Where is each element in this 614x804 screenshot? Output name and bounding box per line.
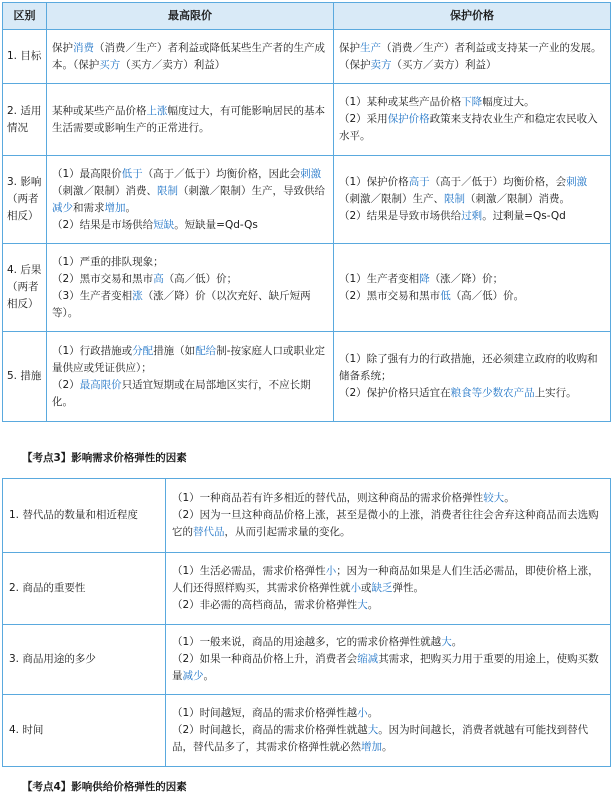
cell-text: 。 — [125, 201, 136, 214]
cell-text: 措施（如 — [153, 344, 196, 357]
section-heading-3: 【考点3】影响需求价格弹性的因素 — [22, 452, 187, 464]
cell-line — [172, 597, 604, 614]
cell-text: 其需求，把购买力用于重要的用途上，使购买数量 — [172, 653, 599, 682]
highlight-term: 增加 — [361, 741, 382, 753]
highlight-term: 高 — [153, 272, 164, 285]
factor-label: 2. 商品的重要性 — [3, 553, 166, 625]
cell-line — [52, 254, 328, 271]
cell-text: 。因为时间越长，消费者就越有可能找到替代品，替代品多了，其需求价格弹性就必然 — [172, 724, 589, 753]
ceiling-cell — [47, 244, 334, 332]
cell-text: 只适宜短期或在局部地区实行，不应长期化。 — [52, 378, 311, 408]
factor-row — [3, 479, 611, 553]
header-price-floor: 保护价格 — [334, 3, 611, 30]
highlight-term: 涨 — [132, 289, 143, 302]
cell-text: （2）结果是导致市场供给 — [339, 210, 462, 222]
cell-line — [52, 343, 328, 377]
highlight-term: 限制 — [157, 184, 178, 197]
cell-line — [52, 103, 328, 137]
highlight-term: 低于 — [121, 167, 143, 180]
cell-text: （1）生产者变相 — [339, 272, 420, 285]
cell-line — [172, 651, 604, 685]
highlight-term: 低 — [440, 289, 451, 302]
comparison-table — [2, 2, 611, 422]
highlight-term: 替代品 — [193, 526, 225, 538]
cell-text: （1）时间越短，商品的需求价格弹性越 — [172, 707, 358, 719]
section-heading-4: 【考点4】影响供给价格弹性的因素 — [22, 781, 187, 793]
cell-line — [339, 94, 605, 111]
highlight-term: 消费 — [73, 41, 94, 54]
highlight-term: 最高限价 — [79, 378, 122, 391]
highlight-term: 高于 — [408, 176, 430, 188]
cell-line — [52, 288, 328, 322]
highlight-term: 刺激 — [300, 167, 322, 180]
cell-line — [339, 111, 605, 145]
cell-text: 。短缺量=Qd-Qs — [174, 218, 258, 231]
cell-text: （刺激／限制）生产，导致供给 — [178, 184, 325, 197]
highlight-term: 降 — [419, 272, 430, 285]
highlight-term: 大 — [441, 636, 452, 648]
cell-line — [339, 40, 605, 74]
cell-text: （1）一般来说，商品的用途越多，它的需求价格弹性就越 — [172, 636, 442, 648]
cell-text: （1）生活必需品，需求价格弹性 — [172, 565, 326, 577]
highlight-term: 买方 — [99, 58, 121, 71]
highlight-term: 大 — [357, 599, 368, 611]
cell-line — [339, 271, 605, 288]
ceiling-cell — [47, 84, 334, 156]
highlight-term: 较大 — [483, 492, 505, 504]
cell-text: 弹性。 — [392, 582, 424, 594]
cell-text: （涨／降）价（以次充好、缺斤短两等）。 — [52, 289, 311, 319]
factor-label: 1. 替代品的数量和相近程度 — [3, 479, 166, 553]
comparison-row — [3, 244, 611, 332]
floor-cell — [334, 84, 611, 156]
cell-text: （买方／卖方）利益） — [120, 58, 226, 71]
cell-line — [339, 208, 605, 225]
comparison-row — [3, 156, 611, 244]
row-label: 3. 影响（两者相反） — [3, 156, 47, 244]
floor-cell — [334, 332, 611, 422]
cell-text: 幅度过大，有可能影响居民的基本生活需要或影响生产的正常进行。 — [52, 104, 325, 134]
row-label: 5. 措施 — [3, 332, 47, 422]
comparison-row — [3, 84, 611, 156]
floor-cell — [334, 156, 611, 244]
cell-text: （2）因为一旦这种商品价格上涨，甚至是微小的上涨，消费者往往会舍弃这种商品而去选购它的 — [172, 509, 599, 538]
comparison-row — [3, 332, 611, 422]
highlight-term: 下降 — [461, 96, 483, 108]
factor-row — [3, 625, 611, 695]
ceiling-cell — [47, 156, 334, 244]
cell-text: （1）一种商品若有许多相近的替代品，则这种商品的需求价格弹性 — [172, 492, 484, 504]
factor-detail — [166, 553, 611, 625]
cell-text: （1）行政措施或 — [52, 344, 133, 357]
cell-text: 幅度过大。 — [482, 96, 535, 108]
highlight-term: 减少 — [52, 201, 73, 214]
cell-text: （2）非必需的高档商品，需求价格弹性 — [172, 599, 358, 611]
cell-text: （消费／生产）者利益或降低某些生产者的生产成本。（保护 — [52, 41, 325, 71]
highlight-term: 生产 — [360, 41, 381, 54]
cell-text: ；因为一种商品如果是人们生活必需品，即使价格上涨，人们还得照样购买，其需求价格弹性就 — [172, 565, 599, 594]
cell-line — [172, 563, 604, 597]
cell-text: 或 — [361, 582, 372, 594]
factor-detail — [166, 479, 611, 553]
cell-text: （2）结果是市场供给 — [52, 218, 154, 231]
cell-text: （刺激／限制）消费。 — [465, 193, 570, 205]
highlight-term: 增加 — [104, 201, 126, 214]
highlight-term: 卖方 — [370, 58, 392, 71]
cell-text: 。 — [504, 492, 515, 504]
floor-cell — [334, 244, 611, 332]
cell-text: 政策来支持农业生产和稳定农民收入水平。 — [339, 113, 598, 142]
cell-line — [172, 705, 604, 722]
cell-text: 。 — [367, 707, 379, 719]
factor-label: 4. 时间 — [3, 695, 166, 767]
cell-line — [339, 288, 605, 305]
cell-text: （买方／卖方）利益） — [391, 58, 497, 71]
demand-elasticity-table — [2, 478, 611, 767]
cell-line — [172, 507, 604, 541]
cell-text: 上实行。 — [534, 387, 577, 399]
highlight-term: 刺激 — [566, 176, 588, 188]
highlight-term: 减少 — [182, 670, 204, 682]
cell-text: （1）某种或某些产品价格 — [339, 96, 462, 108]
cell-text: 。 — [203, 670, 214, 682]
highlight-term: 小 — [350, 582, 361, 594]
cell-line — [52, 377, 328, 411]
cell-text: 某种或某些产品价格 — [52, 104, 147, 117]
cell-text: 。过剩量=Qs-Qd — [482, 210, 566, 222]
highlight-term: 过剩 — [461, 210, 483, 222]
cell-text: （2）保护价格只适宜在 — [339, 387, 451, 399]
highlight-term: 缺乏 — [371, 582, 393, 594]
ceiling-cell — [47, 332, 334, 422]
cell-text: （1）保护价格 — [339, 176, 409, 188]
cell-text: ，从而引起需求量的变化。 — [224, 526, 351, 538]
cell-text: （2） — [52, 378, 80, 391]
cell-line — [52, 166, 328, 217]
factor-row — [3, 553, 611, 625]
highlight-term: 粮食等少数农产品 — [450, 387, 535, 399]
row-label: 1. 目标 — [3, 30, 47, 84]
cell-text: （消费／生产）者利益或支持某一产业的发展。（保护 — [339, 41, 602, 71]
row-label: 4. 后果（两者相反） — [3, 244, 47, 332]
floor-cell — [334, 30, 611, 84]
cell-text: （刺激／限制）生产、 — [339, 193, 444, 205]
highlight-term: 短缺 — [153, 218, 175, 231]
cell-text: （2）黑市交易和黑市 — [52, 272, 154, 285]
cell-text: 保护 — [52, 41, 73, 54]
ceiling-cell — [47, 30, 334, 84]
cell-line — [52, 217, 328, 234]
cell-line — [339, 174, 605, 208]
highlight-term: 小 — [357, 707, 368, 719]
header-price-ceiling: 最高限价 — [47, 3, 334, 30]
cell-line — [339, 385, 605, 402]
cell-text: （2）黑市交易和黑市 — [339, 289, 441, 302]
cell-text: 。 — [367, 599, 379, 611]
cell-line — [52, 40, 328, 74]
cell-text: （1）最高限价 — [52, 167, 122, 180]
cell-line — [172, 634, 604, 651]
cell-text: 。 — [382, 741, 393, 753]
cell-text: （2）如果一种商品价格上升，消费者会 — [172, 653, 358, 665]
cell-text: （高于／低于）均衡价格，因此会 — [142, 167, 301, 180]
highlight-term: 分配 — [132, 344, 154, 357]
highlight-term: 缩减 — [357, 653, 379, 665]
cell-text: （2）时间越长，商品的需求价格弹性就越 — [172, 724, 368, 736]
cell-line — [172, 722, 604, 756]
comparison-row — [3, 30, 611, 84]
highlight-term: 配给 — [195, 344, 217, 357]
comparison-header-row — [3, 3, 611, 30]
cell-text: （涨／降）价； — [429, 272, 504, 285]
cell-text: （1）除了强有力的行政措施，还必须建立政府的收购和储备系统； — [339, 353, 598, 382]
cell-text: （高／低）价。 — [450, 289, 525, 302]
cell-text: （高于／低于）均衡价格，会 — [429, 176, 567, 188]
highlight-term: 小 — [325, 565, 337, 577]
factor-row — [3, 695, 611, 767]
highlight-term: 限制 — [444, 193, 465, 205]
header-category: 区别 — [3, 3, 47, 30]
cell-line — [172, 490, 604, 507]
cell-text: 和需求 — [73, 201, 105, 214]
factor-detail — [166, 695, 611, 767]
cell-text: 保护 — [339, 41, 360, 54]
cell-line — [339, 351, 605, 385]
row-label: 2. 适用情况 — [3, 84, 47, 156]
cell-text: （刺激／限制）消费、 — [52, 184, 157, 197]
cell-text: 制-按家庭人口或职业定量供应或凭证供应）； — [52, 344, 325, 374]
factor-detail — [166, 625, 611, 695]
cell-text: 。 — [451, 636, 463, 648]
factor-label: 3. 商品用途的多少 — [3, 625, 166, 695]
cell-text: （1）严重的排队现象； — [52, 255, 164, 268]
cell-line — [52, 271, 328, 288]
highlight-term: 大 — [367, 724, 379, 736]
highlight-term: 上涨 — [146, 104, 168, 117]
cell-text: （高／低）价； — [163, 272, 238, 285]
cell-text: （3）生产者变相 — [52, 289, 133, 302]
highlight-term: 保护价格 — [387, 113, 430, 125]
cell-text: （2）采用 — [339, 113, 388, 125]
